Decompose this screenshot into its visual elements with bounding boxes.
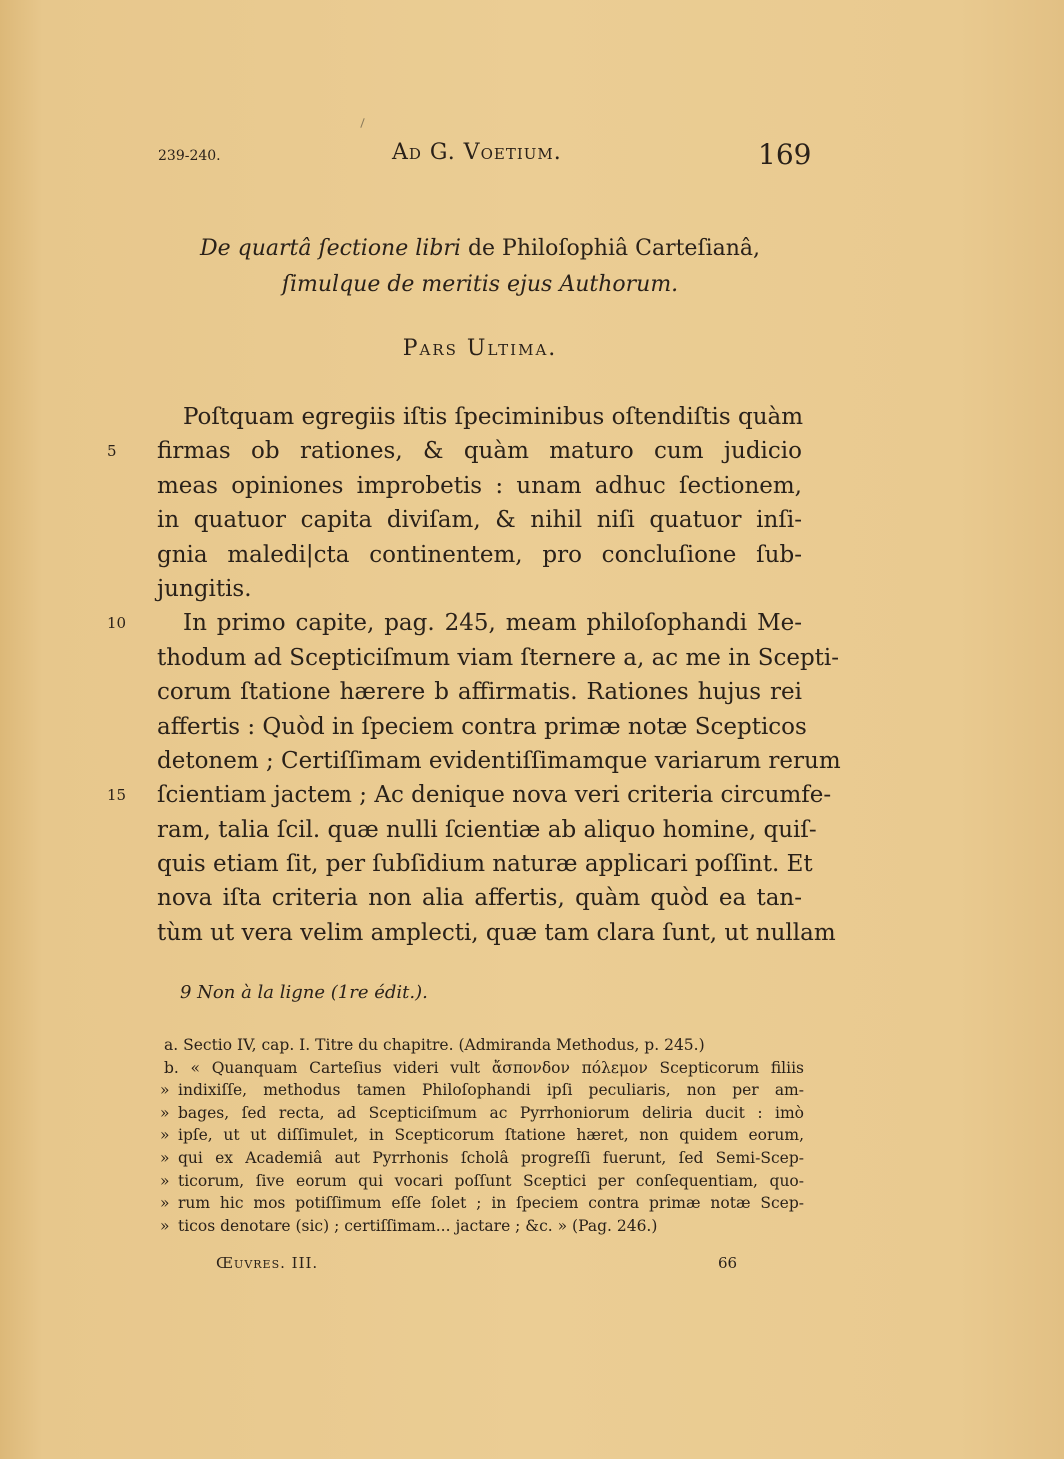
signature-left: Œuvres. III. (216, 1254, 319, 1272)
body-line-text: tùm ut vera velim amplecti, quæ tam clara ſunt, ut nullam (157, 919, 836, 946)
body-line-text: gnia maledi|cta continentem, pro concluſione ſub- (157, 541, 802, 568)
running-header (0, 138, 1064, 178)
body-line (157, 881, 802, 915)
line-number: 10 (107, 614, 127, 633)
body-line (107, 606, 802, 640)
body-line-text: quis etiam ſit, per ſubſidium naturæ applicari poſſint. Et (157, 851, 813, 878)
body-line-text: ſcientiam jactem ; Ac denique nova veri criteria circumfe- (157, 782, 832, 809)
quote-mark: » (160, 1103, 170, 1122)
line-number: 5 (107, 442, 117, 461)
body-line (157, 744, 841, 778)
body-line (157, 503, 802, 537)
footnote-line (160, 1147, 804, 1170)
footnotes (160, 1034, 804, 1237)
body-line (157, 641, 840, 675)
body-line (157, 916, 836, 950)
body-line (157, 572, 802, 606)
quote-mark: » (160, 1126, 170, 1145)
body-line-text: in quatuor capita diviſam, & nihil niſi quatuor inſi- (157, 507, 802, 534)
body-line (157, 469, 802, 503)
quote-mark: » (160, 1216, 170, 1235)
title-roman-part: de Philoſophiâ Carteſianâ, (467, 236, 761, 261)
footnote-text: qui ex Academiâ aut Pyrrhonis ſcholâ progreſſi fuerunt, ſed Semi-Scep- (178, 1148, 804, 1167)
body-line (157, 710, 807, 744)
footnote-line (164, 1057, 804, 1080)
footnote-line (160, 1124, 804, 1147)
section-heading: Pars Ultima. (402, 336, 558, 361)
footnote-line (164, 1034, 804, 1057)
body-line-text: firmas ob rationes, & quàm maturo cum judicio (157, 438, 802, 465)
pencil-mark (360, 118, 364, 128)
footnote-line (160, 1079, 804, 1102)
header-title: Ad G. Voetium. (392, 140, 562, 165)
body-text (107, 400, 841, 950)
body-line (157, 675, 802, 709)
footnote-line (160, 1192, 804, 1215)
body-line-text: nova iſta criteria non alia affertis, quàm quòd ea tan- (157, 885, 802, 912)
footnote-line (160, 1170, 804, 1193)
footnote-line (160, 1102, 804, 1125)
page-number: 169 (758, 138, 812, 171)
variant-note: 9 Non à la ligne (1re édit.). (180, 982, 428, 1003)
body-line (157, 400, 802, 434)
section-title-line2: ſimulque de meritis ejus Authorum. (281, 272, 679, 297)
footnote-text: b. « Quanquam Carteſius videri vult ἄσπονδον πόλεμον Scepticorum filiis (164, 1058, 804, 1077)
signature-number: 66 (718, 1254, 738, 1272)
quote-mark: » (160, 1081, 170, 1100)
body-line-text: corum ſtatione hærere b affirmatis. Rationes hujus rei (157, 679, 802, 706)
footnote-text: indixiſſe, methodus tamen Philoſophandi ipſi peculiaris, non per am- (178, 1081, 804, 1100)
footnote-text: a. Sectio IV, cap. I. Titre du chapitre. (Admiranda Methodus, p. 245.) (164, 1036, 705, 1054)
footnote-text: ipſe, ut ut diſſimulet, in Scepticorum ſtatione hæret, non quidem eorum, (178, 1126, 804, 1145)
body-line-text: detonem ; Certiſſimam evidentiſſimamque variarum rerum (157, 747, 841, 774)
footnote-text: ticos denotare (sic) ; certiſſimam... jactare ; &c. » (Pag. 246.) (178, 1216, 658, 1235)
body-line-text: Poſtquam egregiis iſtis ſpeciminibus oſtendiſtis quàm (183, 404, 804, 430)
title-italic-part: De quartâ ſectione libri (199, 236, 461, 261)
header-page-range: 239-240. (158, 148, 221, 164)
body-line-text: jungitis. (157, 575, 252, 602)
section-title-line1 (150, 236, 810, 261)
quote-mark: » (160, 1148, 170, 1167)
body-line (107, 778, 832, 812)
body-line-text: meas opiniones improbetis : unam adhuc ſectionem, (157, 472, 802, 499)
body-line-text: ram, talia ſcil. quæ nulli ſcientiæ ab aliquo homine, quiſ- (157, 816, 817, 843)
body-line-text: thodum ad Scepticiſmum viam ſternere a, ac me in Scepti- (157, 644, 840, 671)
footnote-text: ticorum, ſive eorum qui vocari poſſunt Sceptici per conſequentiam, quo- (178, 1171, 804, 1190)
footnote-text: rum hic mos potiſſimum eſſe ſolet ; in ſpeciem contra primæ notæ Scep- (178, 1194, 804, 1213)
body-line (157, 538, 802, 572)
body-line (157, 813, 817, 847)
line-number: 15 (107, 786, 127, 805)
body-line-text: affertis : Quòd in ſpeciem contra primæ notæ Scepticos (157, 713, 807, 740)
body-line-text: In primo capite, pag. 245, meam philoſophandi Me- (183, 610, 802, 637)
quote-mark: » (160, 1171, 170, 1190)
quote-mark: » (160, 1194, 170, 1213)
body-line (157, 847, 813, 881)
footnote-text: bages, ſed recta, ad Scepticiſmum ac Pyrrhoniorum deliria ducit : imò (178, 1103, 804, 1122)
footnote-line (160, 1215, 804, 1238)
body-line (107, 434, 802, 468)
